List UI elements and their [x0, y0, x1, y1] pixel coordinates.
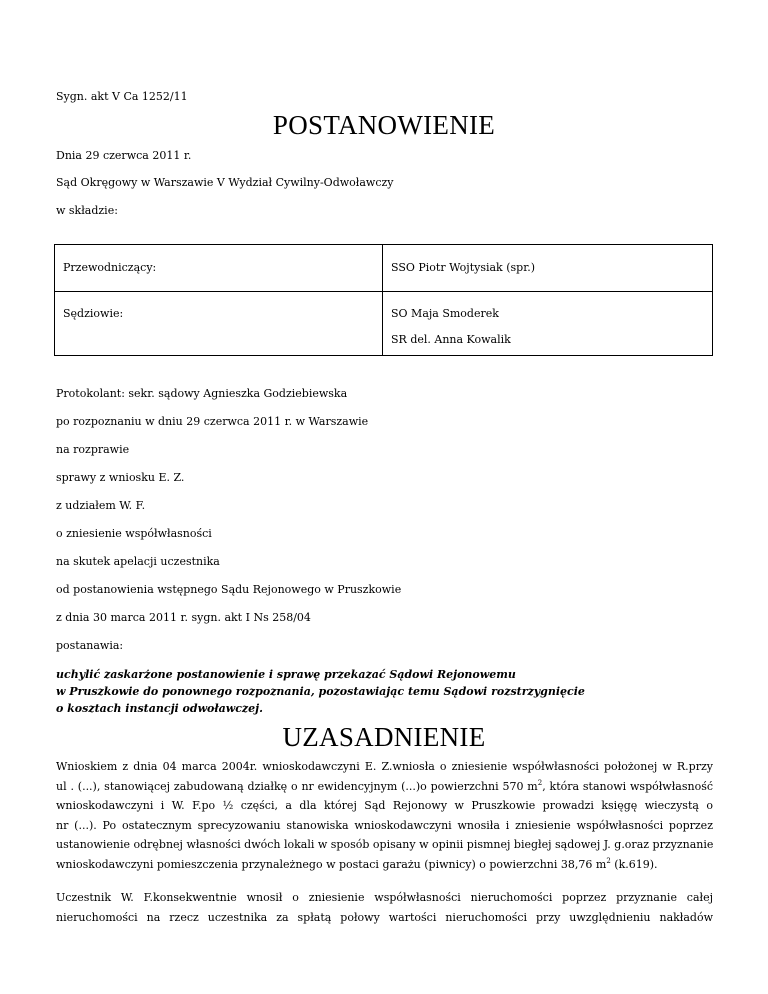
p1-line-6-tail: (k.619). — [610, 857, 658, 871]
decides-label: postanawia: — [56, 639, 124, 652]
presiding-judge: SSO Piotr Wojtysiak (spr.) — [391, 261, 536, 274]
judges-label: Sędziowie: — [63, 307, 124, 320]
p2-line-1: Uczestnik W. F.konsekwentnie wnosił o zniesienie współwłasności nieruchomości poprzez przyznanie całej — [56, 891, 713, 904]
document-title: POSTANOWIENIE — [272, 110, 496, 140]
p1-line-1: Wnioskiem z dnia 04 marca 2004r. wnioskodawczyni E. Z.wniosła o zniesienie współwłasności położonej w R.przy — [56, 760, 713, 773]
p1-line-2-tail: , która stanowi współwłasność — [542, 779, 714, 793]
clerk-line: Protokolant: sekr. sądowy Agnieszka Godziebiewska — [56, 387, 348, 400]
lower-court-line: od postanowienia wstępnego Sądu Rejonowego w Pruszkowie — [56, 583, 402, 596]
p1-line-2-text: ul . (...), stanowiącej zabudowaną działkę o nr ewidencyjnym (...)o powierzchni 570 m — [56, 779, 538, 793]
judge-2: SR del. Anna Kowalik — [391, 333, 511, 346]
judge-1: SO Maja Smoderek — [391, 307, 499, 320]
appeal-line: na skutek apelacji uczestnika — [56, 555, 220, 568]
ruling-line-2: w Pruszkowie do ponownego rozpoznania, pozostawiając temu Sądowi rozstrzygnięcie — [56, 685, 585, 698]
court-name: Sąd Okręgowy w Warszawie V Wydział Cywilny-Odwoławczy — [56, 176, 394, 189]
hearing-line: po rozpoznaniu w dniu 29 czerwca 2011 r. w Warszawie — [56, 415, 369, 428]
superscript-2: 2 — [606, 856, 611, 865]
presiding-label: Przewodniczący: — [63, 261, 157, 274]
ruling-line-3: o kosztach instancji odwoławczej. — [56, 702, 263, 715]
p1-line-6 — [56, 855, 713, 875]
participant-line: z udziałem W. F. — [56, 499, 146, 512]
p1-line-2 — [56, 777, 713, 797]
ruling-date: Dnia 29 czerwca 2011 r. — [56, 149, 192, 162]
ruling-line-1: uchylić zaskarżone postanowienie i sprawę przekazać Sądowi Rejonowemu — [56, 668, 516, 681]
bench-table — [54, 244, 713, 356]
session-type: na rozprawie — [56, 443, 130, 456]
p1-line-4: nr (...). Po ostatecznym sprecyzowaniu stanowiska wnioskodawczyni wnosiła i zniesienie współwłasności poprzez — [56, 818, 713, 832]
lower-court-ref-line: z dnia 30 marca 2011 r. sygn. akt I Ns 258/04 — [56, 611, 311, 624]
composition-label: w składzie: — [56, 204, 118, 217]
p2-line-2: nieruchomości na rzecz uczestnika za spłatą połowy wartości nieruchomości przy uwzględnieniu nakładów — [56, 910, 713, 924]
p1-line-5: ustanowienie odrębnej własności dwóch lokali w sposób opisany w opinii pismnej biegłej sądowej J. g.oraz przyznanie — [56, 838, 714, 851]
applicant-line: sprawy z wniosku E. Z. — [56, 471, 185, 484]
p1-line-6-text: wnioskodawczyni pomieszczenia przynależnego w postaci garażu (piwnicy) o powierzchni 38,76 m — [56, 857, 607, 871]
bench-row-divider — [55, 291, 712, 292]
justification-paragraph-2 — [56, 888, 713, 927]
p1-line-3: wnioskodawczyni i W. F.po ½ części, a dla której Sąd Rejonowy w Pruszkowie prowadzi księgę wieczystą o — [56, 799, 713, 812]
justification-title: UZASADNIENIE — [282, 722, 486, 752]
superscript-2: 2 — [537, 778, 543, 787]
justification-paragraph-1 — [56, 757, 713, 874]
bench-column-divider — [382, 245, 383, 355]
subject-line: o zniesienie współwłasności — [56, 527, 212, 540]
case-signature: Sygn. akt V Ca 1252/11 — [56, 90, 188, 103]
